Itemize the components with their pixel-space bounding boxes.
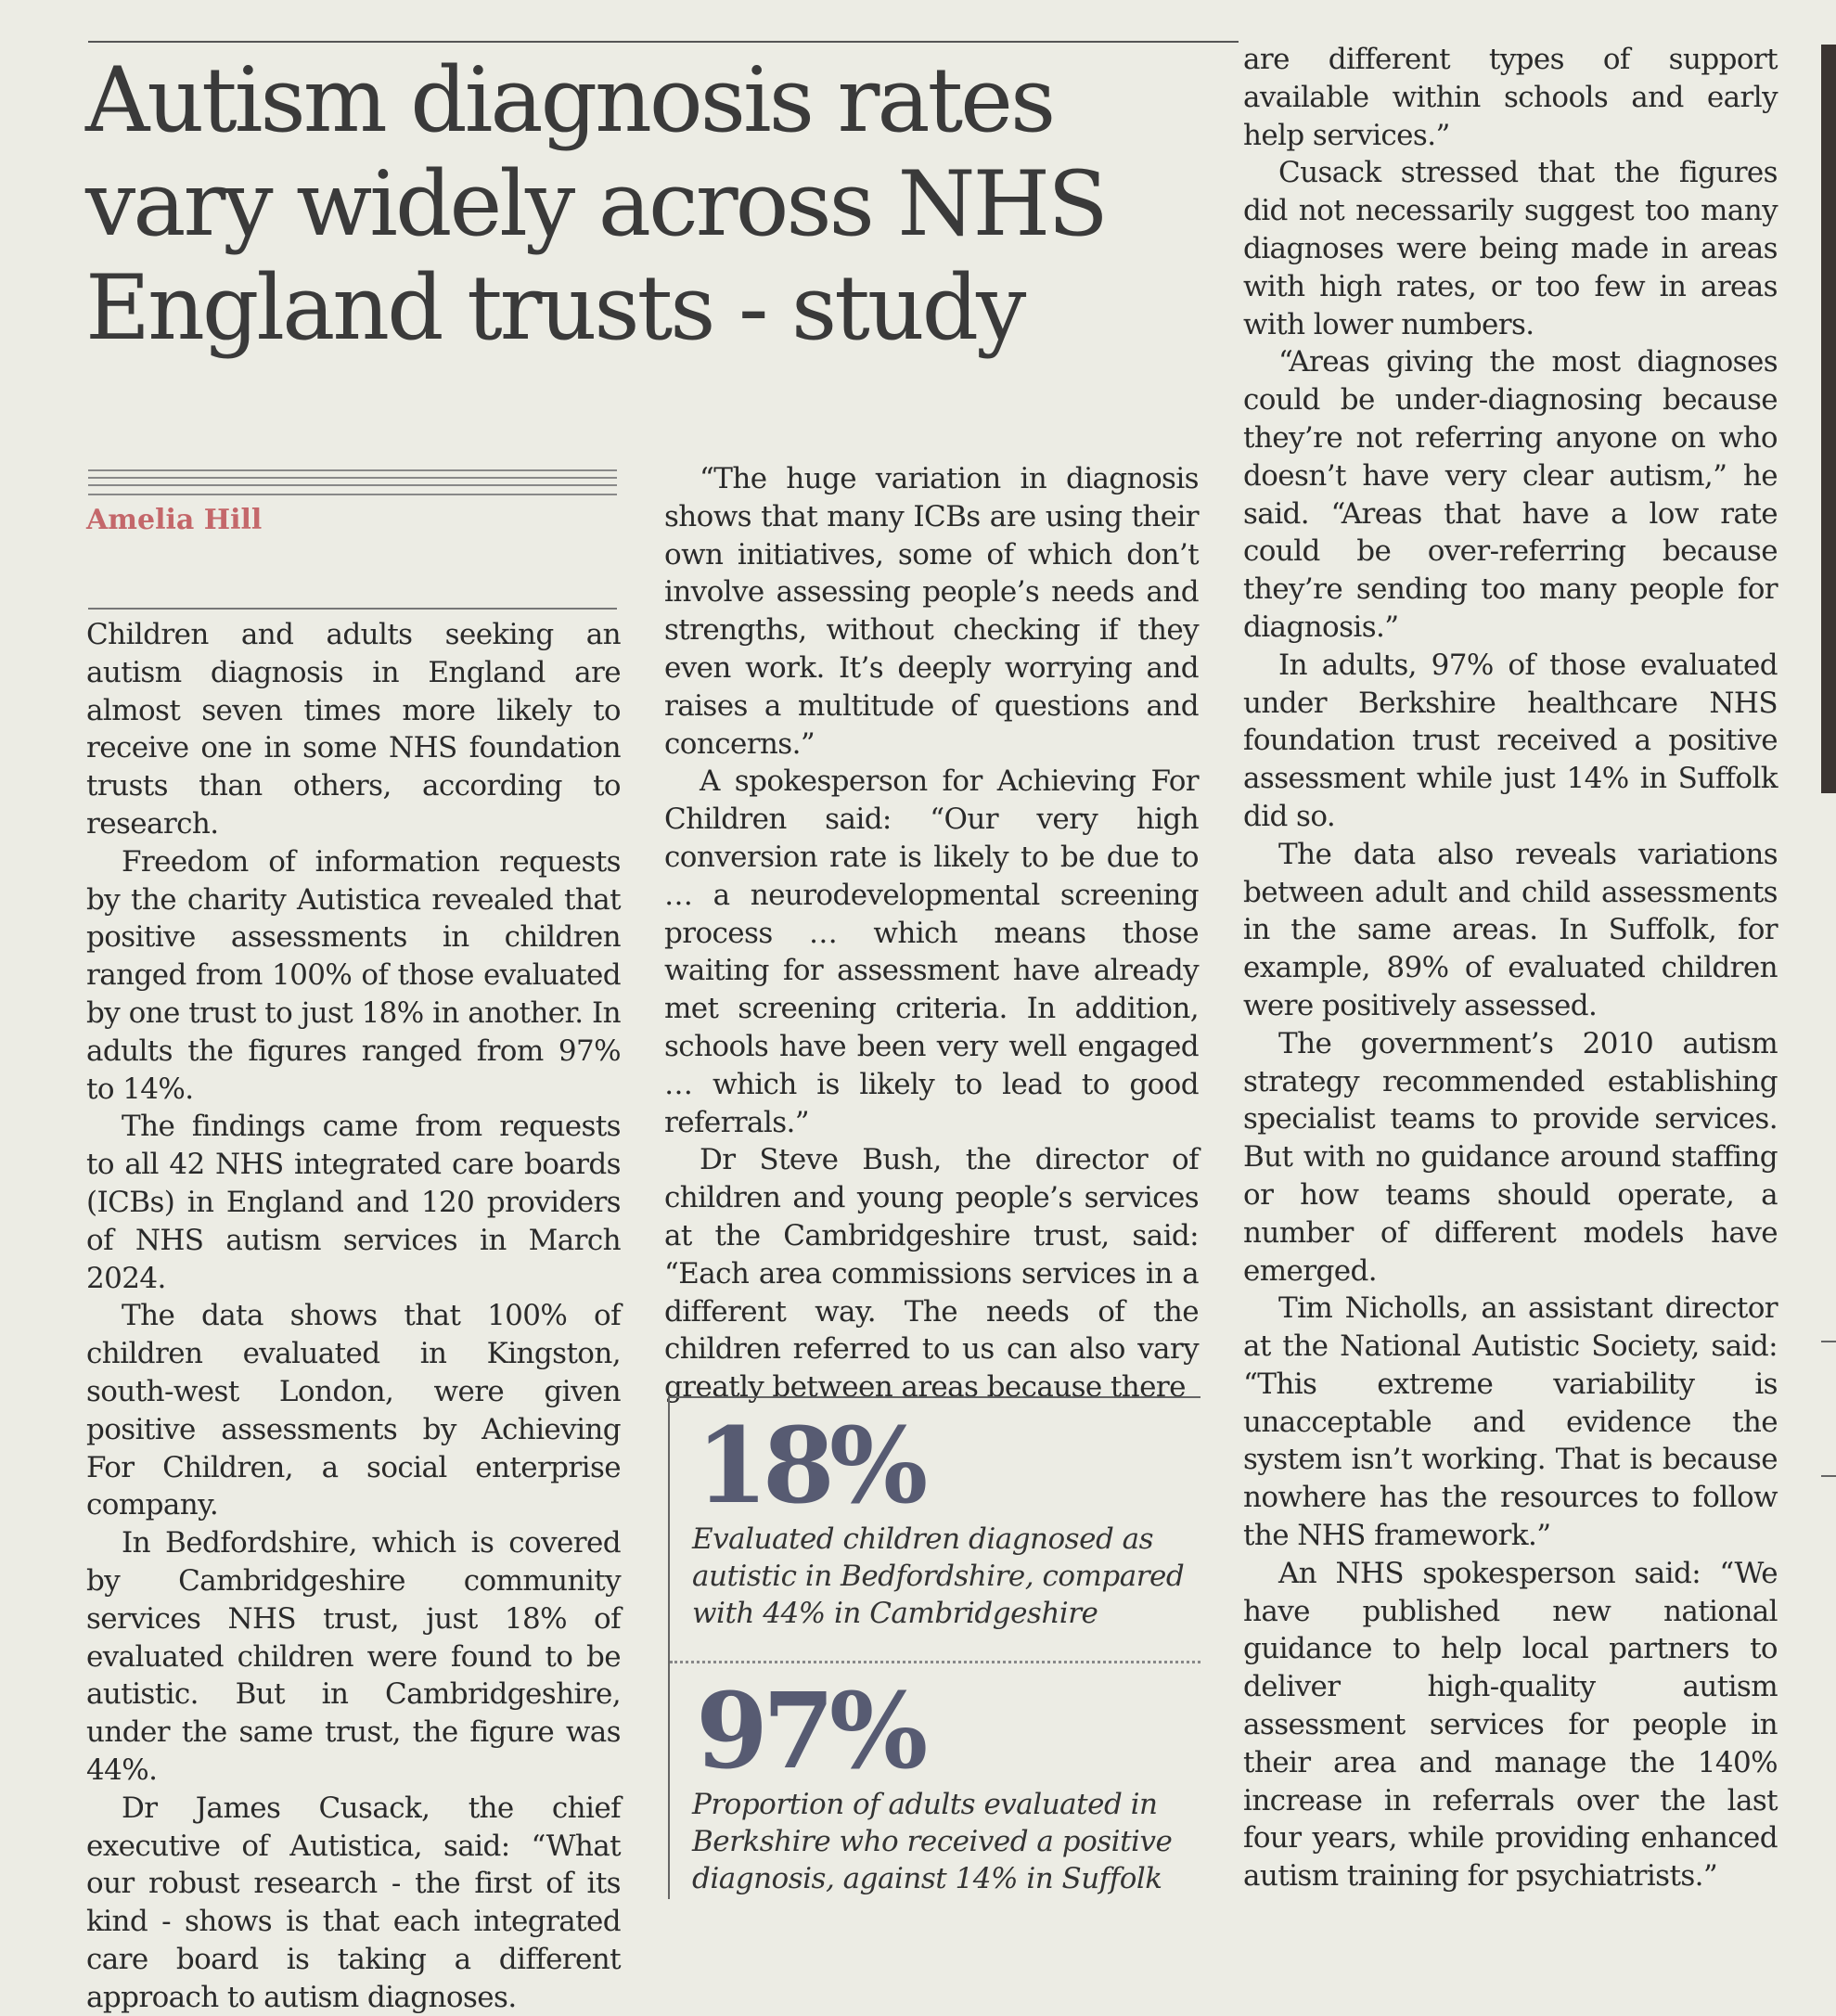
stat-divider — [670, 1661, 1200, 1663]
paragraph: The government’s 2010 autism strategy recommended establishing specialist teams to provide services. But with no guidance around staffing or how teams should operate, a number of different models have emerged. — [1243, 1026, 1778, 1288]
stat-caption-18: Evaluated children diagnosed as autistic in Bedfordshire, compared with 44% in Cambridgeshire — [692, 1522, 1185, 1630]
paragraph: An NHS spokesperson said: “We have published new national guidance to help local partners to deliver high-quality autism assessment services for people in their area and manage the 140% increase in referrals over the last four years, while providing enhanced autism training for psychiatrists.” — [1243, 1556, 1778, 1894]
headline: Autism diagnosis rates vary widely across NHS England trusts - study — [85, 48, 1106, 360]
adjacent-rule — [1821, 1475, 1836, 1477]
paragraph: Dr James Cusack, the chief executive of Autistica, said: “What our robust research - the first of its kind - shows is that each integrated care board is taking a different approach to autism diagnoses. — [86, 1791, 621, 2014]
paragraph: Children and adults seeking an autism diagnosis in England are almost seven times more likely to receive one in some NHS foundation trusts than others, according to research. — [86, 618, 621, 841]
paragraph: A spokesperson for Achieving For Children said: “Our very high conversion rate is likely to be due to … a neurodevelopmental screening process … which means those waiting for assessment have already met screening criteria. In addition, schools have been very well engaged … which is likely to lead to good referrals.” — [664, 764, 1199, 1139]
paragraph: “Areas giving the most diagnoses could be under-diagnosing because they’re not referring anyone on who doesn’t have very clear autism,” he said. “Areas that have a low rate could be over-referring because they’re sending too many people for diagnosis.” — [1243, 345, 1778, 644]
stats-panel — [668, 1396, 1200, 1899]
adjacent-photo-edge — [1821, 45, 1836, 793]
byline-divider — [88, 608, 617, 610]
paragraph: Cusack stressed that the figures did not necessarily suggest too many diagnoses were being made in areas with high rates, or too few in areas with lower numbers. — [1243, 156, 1778, 341]
paragraph: Tim Nicholls, an assistant director at the National Autistic Society, said: “This extreme variability is unacceptable and evidence the system isn’t working. That is because nowhere has the resources to follow the NHS framework.” — [1243, 1291, 1778, 1553]
paragraph: Dr Steve Bush, the director of children and young people’s services at the Cambridgeshire trust, said: “Each area commissions services in a different way. The needs of the children referred to us can also vary greatly between areas because there — [664, 1143, 1199, 1405]
paragraph: Freedom of information requests by the charity Autistica revealed that positive assessments in children ranged from 100% of those evaluated by one trust to just 18% in another. In adults the figures ranged from 97% to 14%. — [86, 844, 621, 1106]
paragraph: are different types of support available within schools and early help services.” — [1243, 43, 1778, 152]
adjacent-rule — [1821, 1341, 1836, 1342]
article-column-3 — [1243, 41, 1778, 1895]
paragraph: In Bedfordshire, which is covered by Cambridgeshire community services NHS trust, just 18% of evaluated children were found to be autistic. But in Cambridgeshire, under the same trust, the figure was 44%. — [86, 1526, 621, 1787]
paragraph: “The huge variation in diagnosis shows that many ICBs are using their own initiatives, some of which don’t involve assessing people’s needs and strengths, without checking if they even work. It’s deeply worrying and raises a multitude of questions and concerns.” — [664, 462, 1199, 761]
paragraph: The data also reveals variations between adult and child assessments in the same areas. In Suffolk, for example, 89% of evaluated children were positively assessed. — [1243, 837, 1778, 1022]
byline-rules — [88, 469, 617, 495]
top-rule — [88, 41, 1239, 43]
byline: Amelia Hill — [86, 504, 263, 536]
stat-number-18: 18% — [696, 1406, 923, 1527]
paragraph: The findings came from requests to all 42 NHS integrated care boards (ICBs) in England and 120 providers of NHS autism services in March 2024. — [86, 1110, 621, 1295]
stat-caption-97: Proportion of adults evaluated in Berkshire who received a positive diagnosis, against 14% in Suffolk — [692, 1788, 1173, 1895]
paragraph: The data shows that 100% of children evaluated in Kingston, south-west London, were given positive assessments by Achieving For Children, a social enterprise company. — [86, 1299, 621, 1522]
paragraph: In adults, 97% of those evaluated under Berkshire healthcare NHS foundation trust received a positive assessment while just 14% in Suffolk did so. — [1243, 648, 1778, 833]
article-column-2 — [664, 460, 1199, 1406]
article-column-1 — [86, 616, 621, 2016]
stat-number-97: 97% — [696, 1671, 923, 1792]
